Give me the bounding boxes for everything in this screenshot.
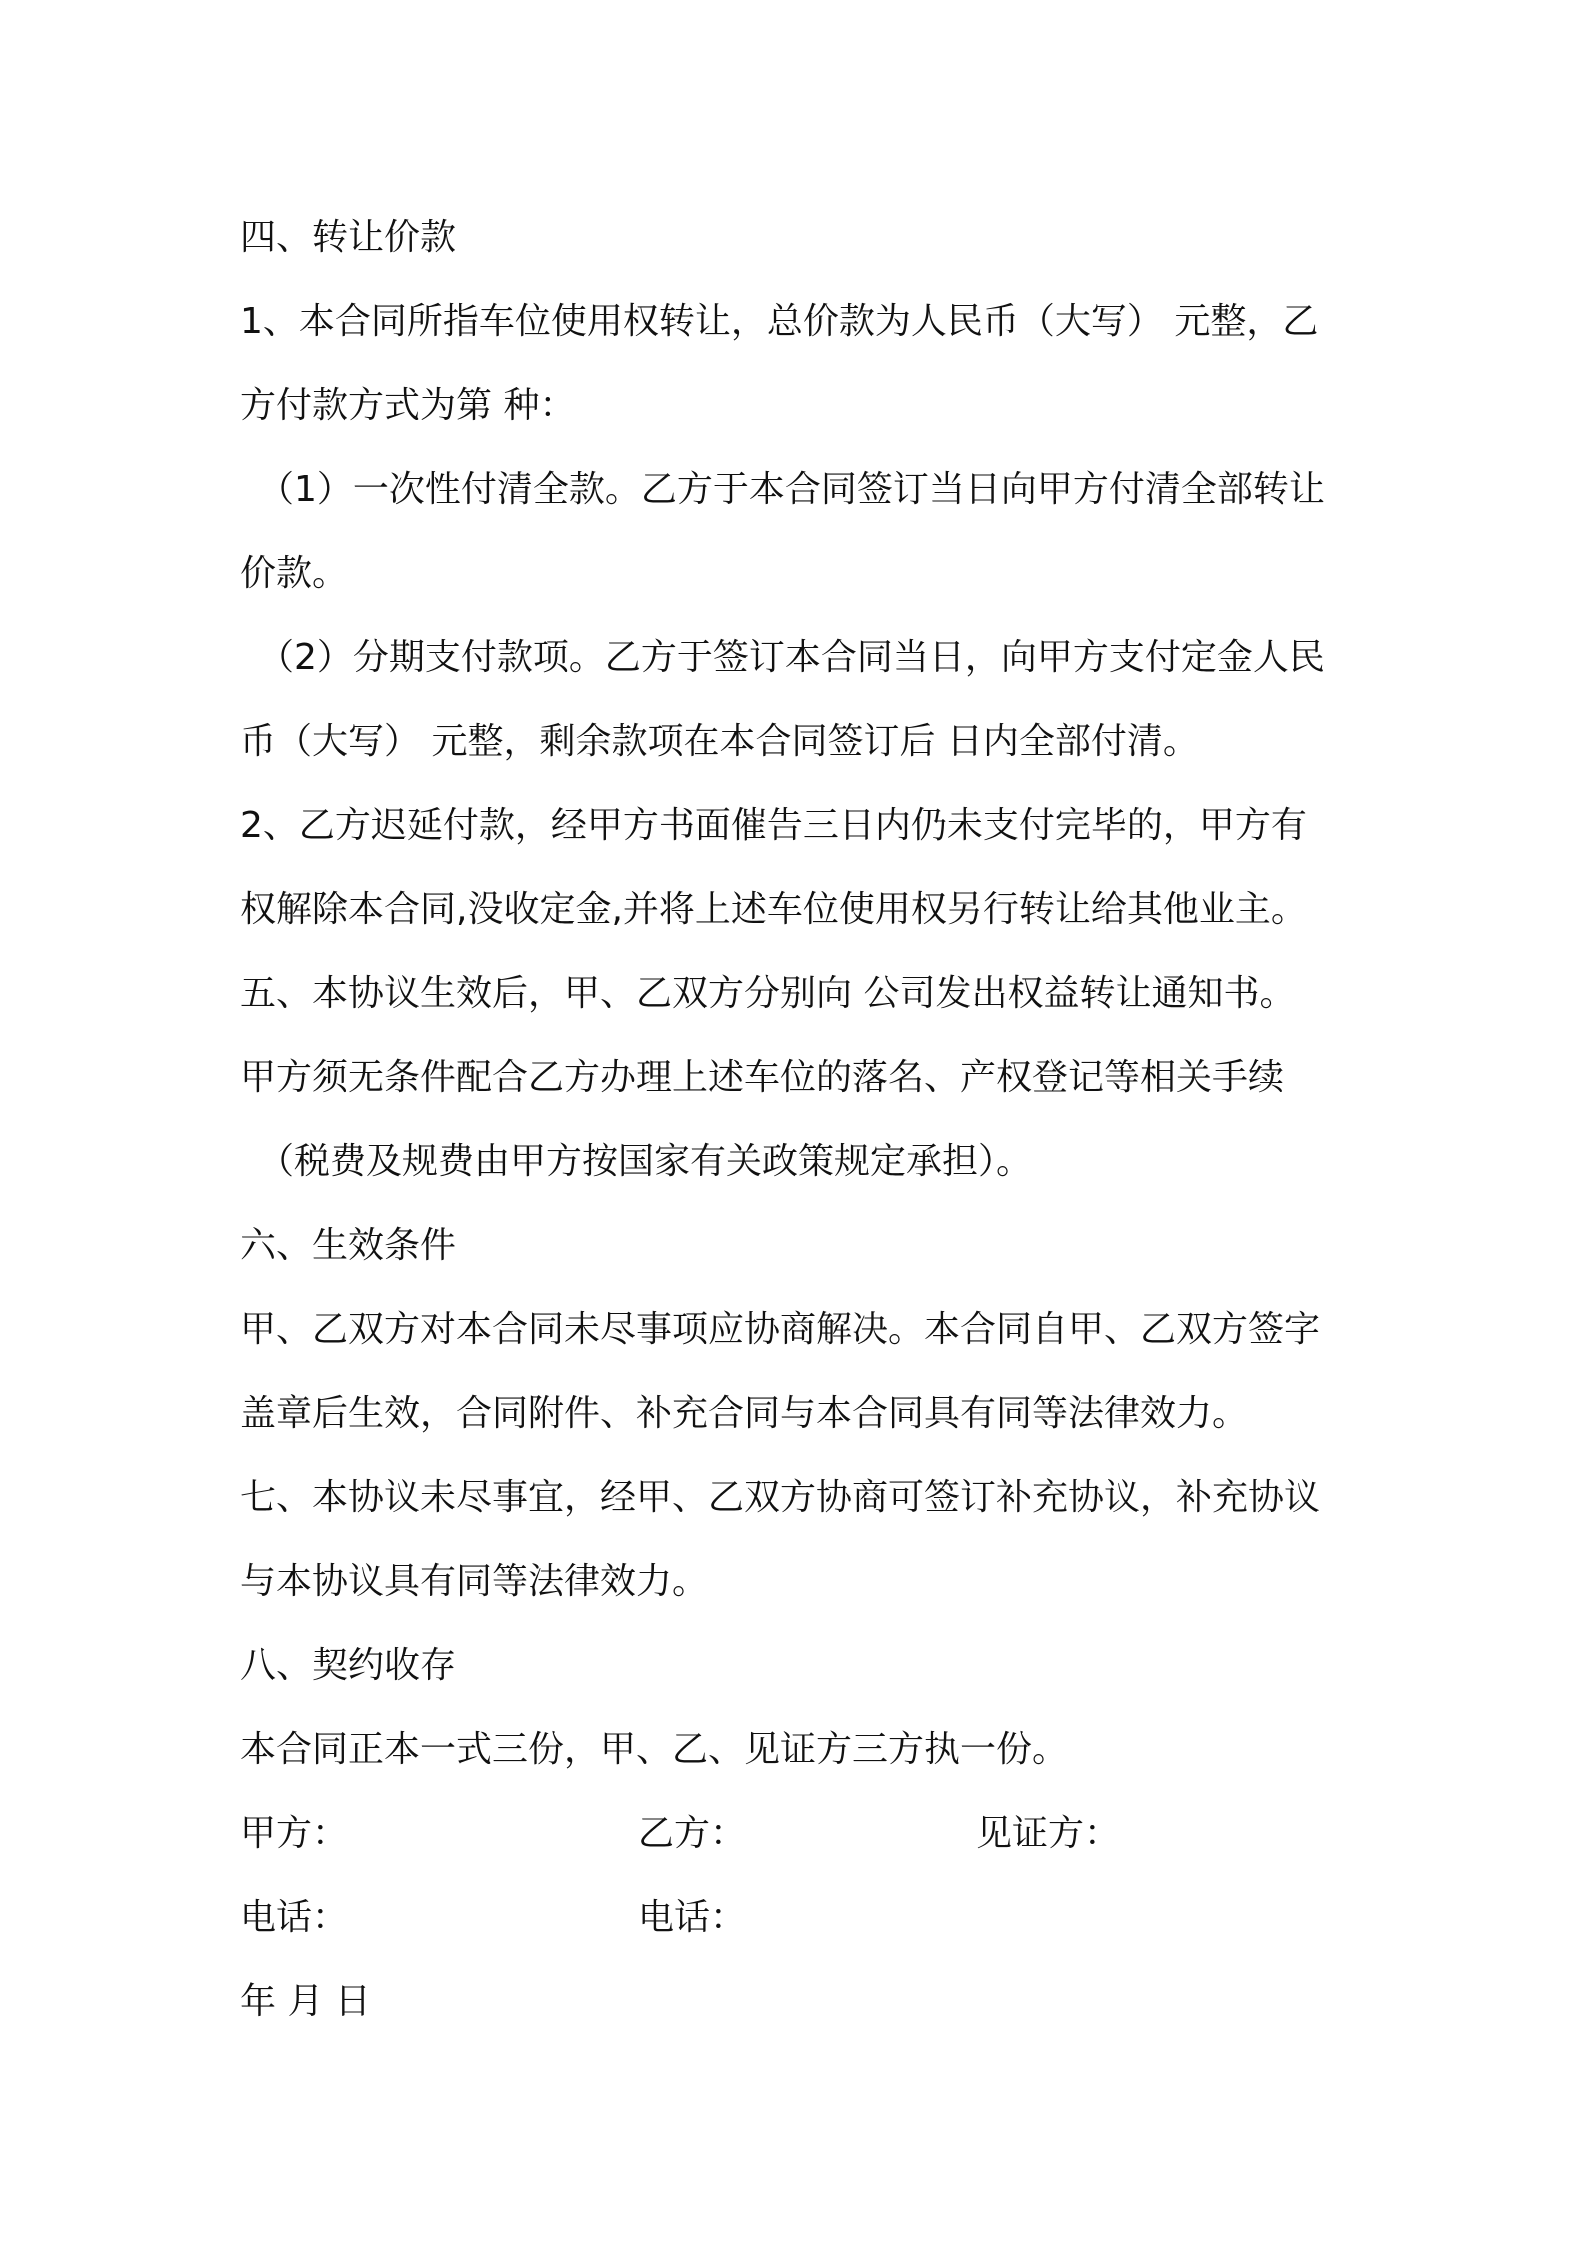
section-8-line-1: 本合同正本一式三份，甲、乙、见证方三方执一份。 [240,1729,1069,1770]
party-a-label: 甲方： [240,1813,349,1854]
signature-row [240,1792,1360,1876]
section-4-option-2-line-1: （2）分期支付款项。乙方于签订本合同当日，向甲方支付定金人民 [258,637,1325,678]
section-5-line-2: 甲方须无条件配合乙方办理上述车位的落名、产权登记等相关手续 [240,1057,1285,1098]
section-4-option-1-line-1: （1）一次性付清全款。乙方于本合同签订当日向甲方付清全部转让 [258,469,1325,510]
date-label: 年 月 日 [240,1981,371,2022]
section-4-clause-1-line-1: 1、本合同所指车位使用权转让，总价款为人民币（大写） 元整，乙 [240,301,1319,342]
section-4-option-1-line-2: 价款。 [240,553,349,594]
section-4-clause-2-line-1: 2、乙方迟延付款，经甲方书面催告三日内仍未支付完毕的，甲方有 [240,805,1307,846]
section-5-line-1: 五、本协议生效后，甲、乙双方分别向 公司发出权益转让通知书。 [240,973,1296,1014]
section-6-title: 六、生效条件 [240,1225,457,1266]
party-a-phone-label: 电话： [240,1897,349,1938]
section-4-clause-1-line-2: 方付款方式为第 种： [240,385,576,426]
party-b-label: 乙方： [638,1813,747,1854]
section-8-title: 八、契约收存 [240,1645,457,1686]
section-7-line-1: 七、本协议未尽事宜，经甲、乙双方协商可签订补充协议，补充协议 [240,1477,1321,1518]
section-4-option-2-line-2: 币（大写） 元整，剩余款项在本合同签订后 日内全部付清。 [240,721,1199,762]
phone-row [240,1876,1360,1960]
contract-text [240,196,1360,2044]
witness-label: 见证方： [976,1813,1121,1854]
party-b-phone-label: 电话： [638,1897,747,1938]
section-6-line-1: 甲、乙双方对本合同未尽事项应协商解决。本合同自甲、乙双方签字 [240,1309,1321,1350]
section-4-title: 四、转让价款 [240,217,457,258]
date-row [240,1960,1360,2044]
section-5-line-3: （税费及规费由甲方按国家有关政策规定承担）。 [258,1141,1033,1182]
section-6-line-2: 盖章后生效，合同附件、补充合同与本合同具有同等法律效力。 [240,1393,1249,1434]
section-4-clause-2-line-2: 权解除本合同,没收定金,并将上述车位使用权另行转让给其他业主。 [240,889,1307,930]
section-7-line-2: 与本协议具有同等法律效力。 [240,1561,709,1602]
